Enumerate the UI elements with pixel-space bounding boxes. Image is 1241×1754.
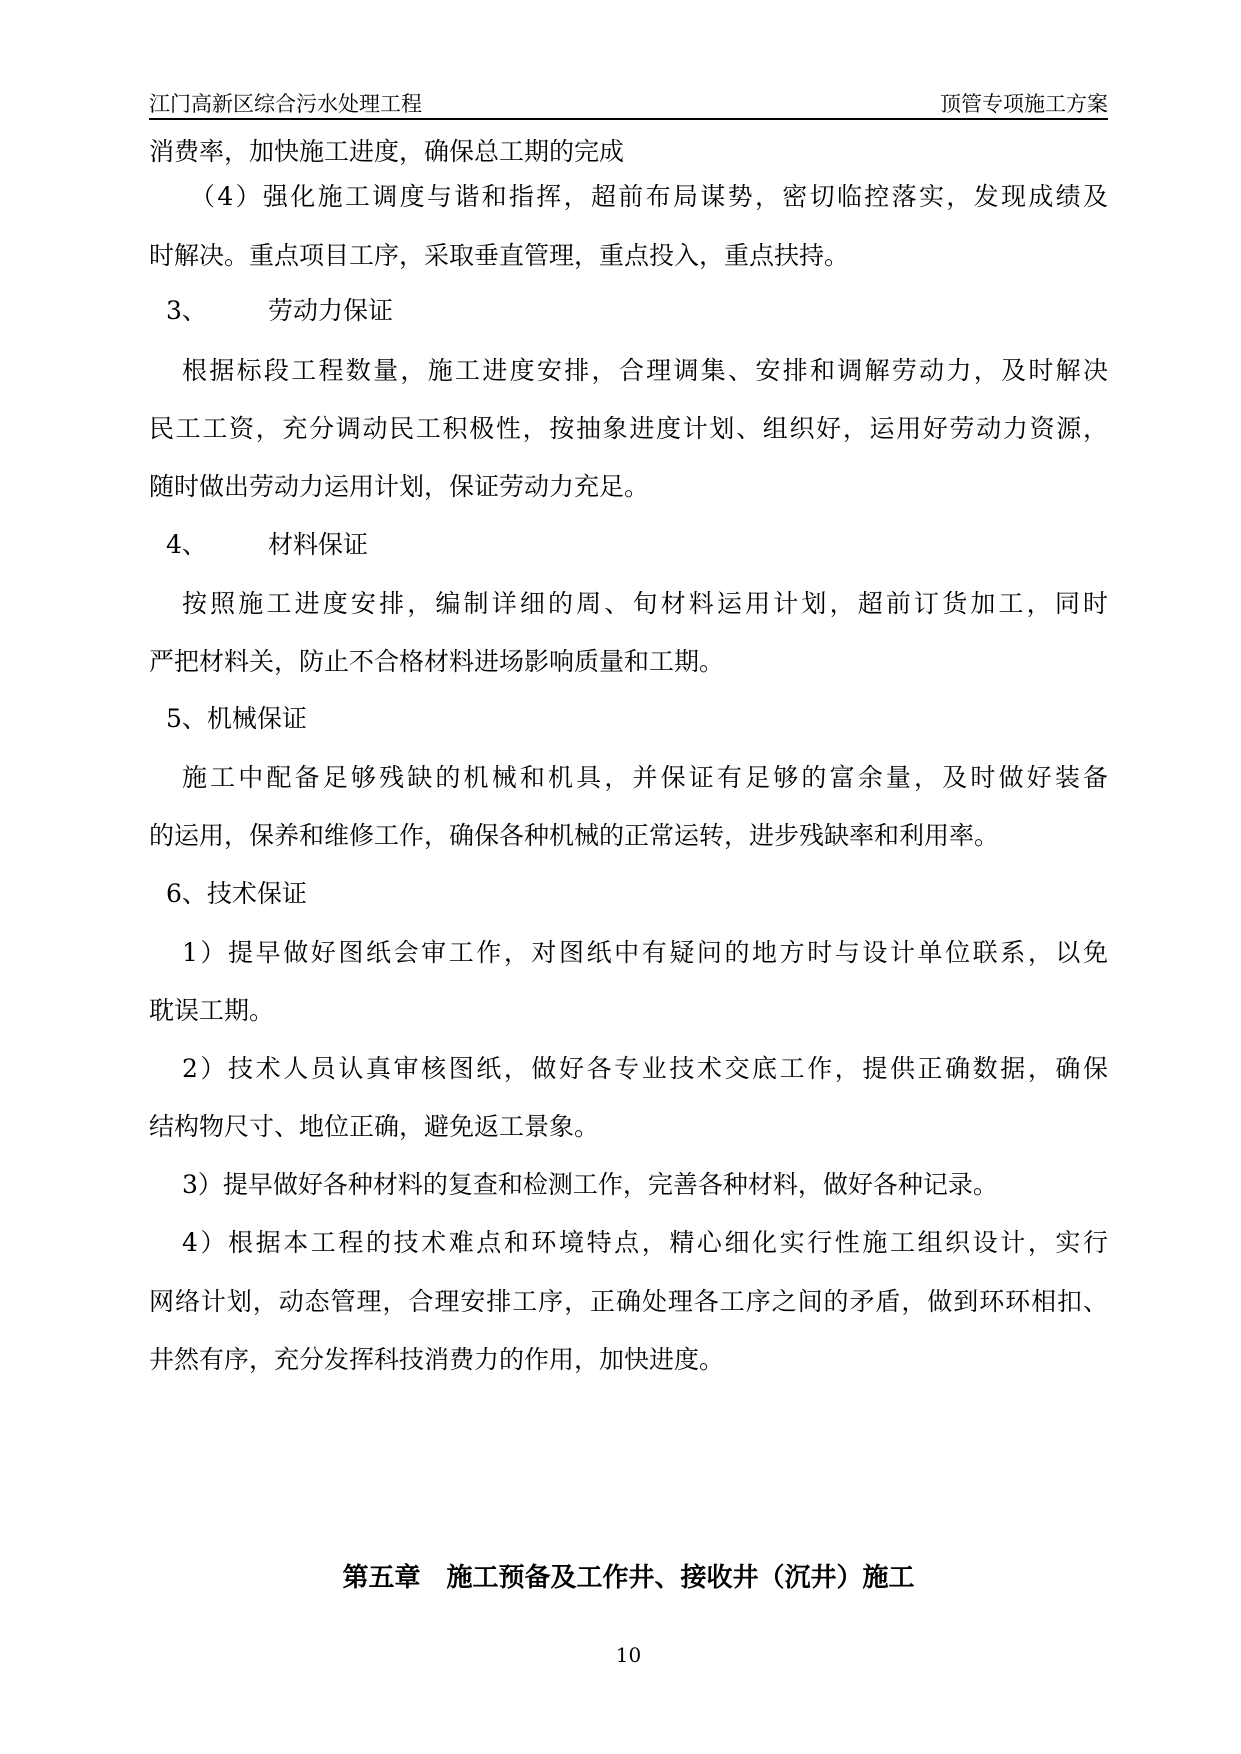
page-number: 10 — [615, 1643, 642, 1667]
paragraph-line: 消费率，加快施工进度，确保总工期的完成 — [149, 137, 625, 166]
paragraph-line: 1）提早做好图纸会审工作，对图纸中有疑问的地方时与设计单位联系，以免 — [182, 938, 1108, 967]
paragraph-line: 随时做出劳动力运用计划，保证劳动力充足。 — [149, 472, 650, 501]
section-heading: 6、技术保证 — [166, 879, 307, 908]
paragraph-line: 井然有序，充分发挥科技消费力的作用，加快进度。 — [149, 1345, 725, 1374]
section-heading: 劳动力保证 — [268, 296, 394, 325]
paragraph-line: 时解决。重点项目工序，采取垂直管理，重点投入，重点扶持。 — [149, 241, 850, 270]
section-heading: 5、机械保证 — [166, 704, 307, 733]
chapter-title: 第五章 施工预备及工作井、接收井（沉井）施工 — [342, 1563, 915, 1593]
paragraph-line: 耽误工期。 — [149, 996, 275, 1025]
paragraph-line: 网络计划，动态管理，合理安排工序，正确处理各工序之间的矛盾，做到环环相扣、 — [149, 1287, 1108, 1316]
paragraph-line: 4）根据本工程的技术难点和环境特点，精心细化实行性施工组织设计，实行 — [182, 1228, 1108, 1257]
paragraph-line: （4）强化施工调度与谐和指挥，超前布局谋势，密切临控落实，发现成绩及 — [190, 182, 1108, 211]
paragraph-line: 民工工资，充分调动民工积极性，按抽象进度计划、组织好，运用好劳动力资源， — [149, 414, 1108, 443]
paragraph-line: 按照施工进度安排，编制详细的周、旬材料运用计划，超前订货加工，同时 — [182, 589, 1108, 618]
section-number: 3、 — [166, 296, 207, 325]
paragraph-line: 结构物尺寸、地位正确，避免返工景象。 — [149, 1112, 600, 1141]
paragraph-line: 的运用，保养和维修工作，确保各种机械的正常运转，进步残缺率和利用率。 — [149, 821, 1000, 850]
paragraph-line: 严把材料关，防止不合格材料进场影响质量和工期。 — [149, 647, 725, 676]
paragraph-line: 根据标段工程数量，施工进度安排，合理调集、安排和调解劳动力，及时解决 — [182, 356, 1108, 385]
header-project-name: 江门高新区综合污水处理工程 — [149, 92, 422, 116]
section-number: 4、 — [166, 530, 207, 559]
page-header — [149, 90, 1108, 120]
paragraph-line: 2）技术人员认真审核图纸，做好各专业技术交底工作，提供正确数据，确保 — [182, 1054, 1108, 1083]
section-heading: 材料保证 — [268, 530, 369, 559]
paragraph-line: 3）提早做好各种材料的复查和检测工作，完善各种材料，做好各种记录。 — [182, 1170, 998, 1199]
paragraph-line: 施工中配备足够残缺的机械和机具，并保证有足够的富余量，及时做好装备 — [182, 763, 1108, 792]
header-document-title: 顶管专项施工方案 — [940, 92, 1108, 116]
